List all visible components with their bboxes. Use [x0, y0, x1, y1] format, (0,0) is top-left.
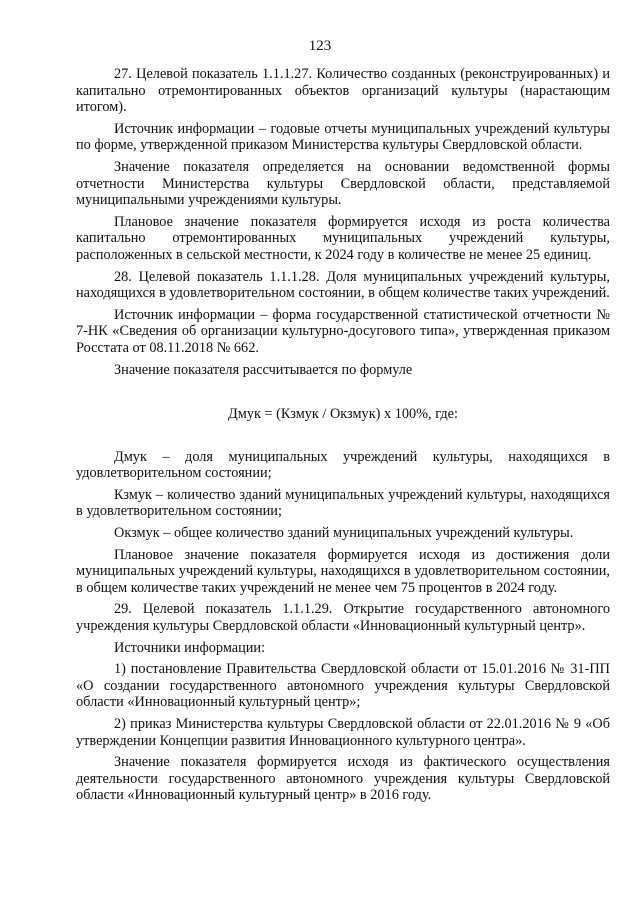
paragraph: Дмук – доля муниципальных учреждений культуры, находящихся в удовлетворительном состоянии;: [76, 448, 610, 482]
paragraph: Плановое значение показателя формируется исходя из достижения доли муниципальных учреждений культуры, находящихся в удовлетворительном состоянии, в общем количестве таких учреждений не менее чем 75 процентов в 2024 году.: [76, 546, 610, 596]
document-body: [76, 66, 610, 809]
paragraph: Плановое значение показателя формируется исходя из роста количества капитально отремонтированных муниципальных учреждений культуры, расположенных в сельской местности, к 2024 году в количестве не менее 25 единиц.: [76, 213, 610, 263]
paragraph: Кзмук – количество зданий муниципальных учреждений культуры, находящихся в удовлетворительном состоянии;: [76, 486, 610, 520]
paragraph: 2) приказ Министерства культуры Свердловской области от 22.01.2016 № 9 «Об утверждении Концепции развития Инновационного культурного центра».: [76, 716, 610, 749]
paragraph: Источники информации:: [114, 639, 266, 656]
paragraph: 27. Целевой показатель 1.1.1.27. Количество созданных (реконструированных) и капитально отремонтированных объектов организаций культуры (нарастающим итогом).: [76, 66, 610, 116]
paragraph: Значение показателя формируется исходя из фактического осуществления деятельности государственного автономного учреждения культуры Свердловской области «Инновационный культурный центр» в 2016 году.: [76, 754, 610, 804]
page-number: 123: [308, 38, 332, 54]
paragraph: 29. Целевой показатель 1.1.1.29. Открытие государственного автономного учреждения культуры Свердловской области «Инновационный культурный центр».: [76, 601, 610, 635]
paragraph: 28. Целевой показатель 1.1.1.28. Доля муниципальных учреждений культуры, находящихся в удовлетворительном состоянии, в общем количестве таких учреждений.: [76, 268, 610, 302]
paragraph: Окзмук – общее количество зданий муниципальных учреждений культуры.: [114, 525, 574, 542]
paragraph: Источник информации – форма государственной статистической отчетности № 7-НК «Сведения об организации культурно-досугового типа», утвержденная приказом Росстата от 08.11.2018 № 662.: [76, 306, 610, 356]
formula: Дмук = (Кзмук / Окзмук) x 100%, где:: [228, 406, 458, 423]
paragraph: Значение показателя определяется на основании ведомственной формы отчетности Министерства культуры Свердловской области, представляемой муниципальными учреждениями культуры.: [76, 158, 610, 209]
paragraph: Значение показателя рассчитывается по формуле: [114, 361, 413, 378]
paragraph: Источник информации – годовые отчеты муниципальных учреждений культуры по форме, утвержденной приказом Министерства культуры Свердловской области.: [76, 120, 610, 154]
paragraph: 1) постановление Правительства Свердловской области от 15.01.2016 № 31-ПП «О создании государственного автономного учреждения культуры Свердловской области «Инновационный культурный центр»;: [76, 661, 610, 711]
